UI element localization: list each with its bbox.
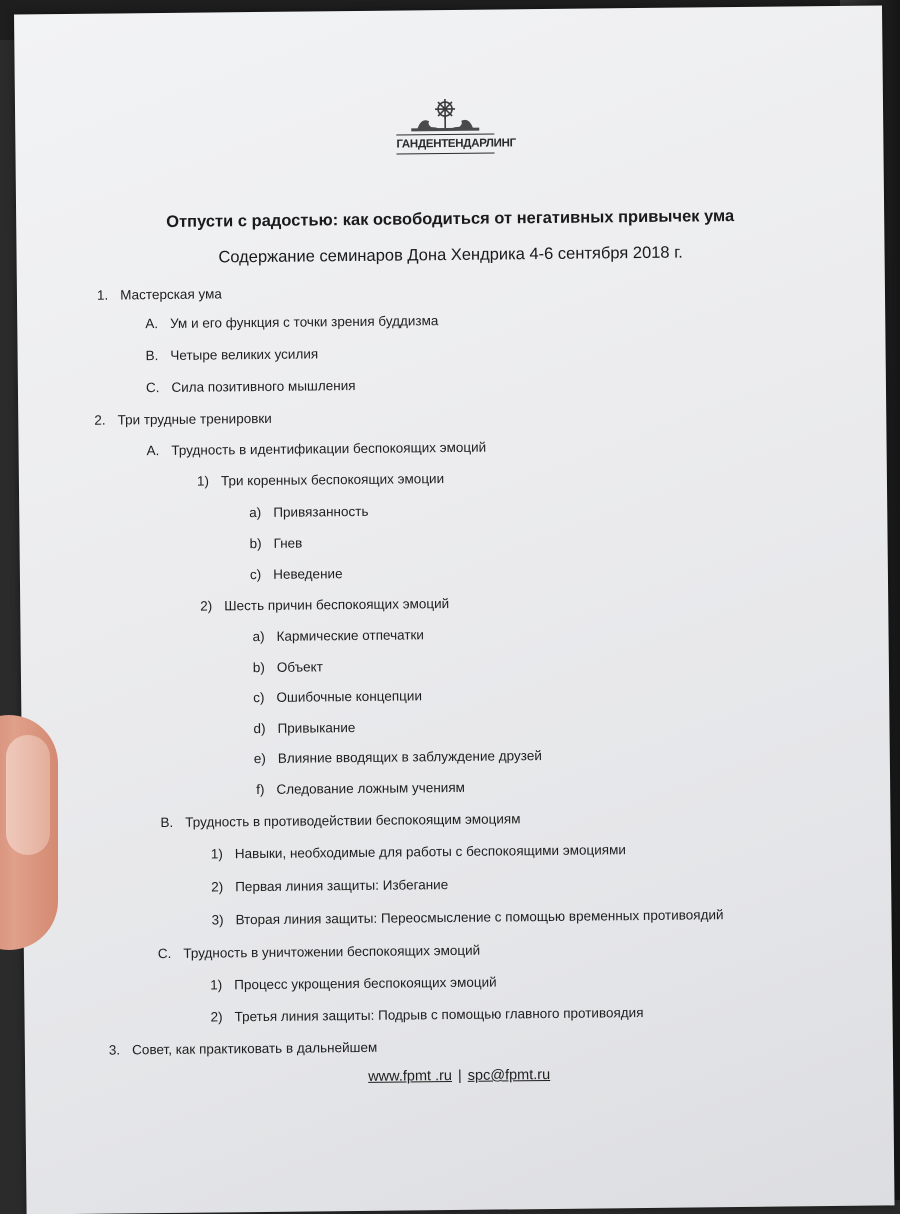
outline-item bbox=[147, 440, 487, 459]
outline-text: Три трудные тренировки bbox=[117, 411, 271, 428]
outline-text: Привязанность bbox=[273, 504, 368, 520]
outline-item bbox=[211, 907, 723, 927]
outline-item bbox=[158, 943, 480, 961]
outline-item bbox=[197, 471, 444, 489]
fingernail bbox=[6, 735, 50, 855]
outline-text: Три коренных беспокоящих эмоции bbox=[221, 471, 444, 488]
outline-number: 2) bbox=[200, 599, 212, 614]
outline-text: Сила позитивного мышления bbox=[171, 378, 355, 395]
logo-text: ГАНДЕНТЕНДАРЛИНГ bbox=[396, 134, 494, 155]
outline-item bbox=[210, 975, 497, 993]
outline-text: Третья линия защиты: Подрыв с помощью главного противоядия bbox=[234, 1005, 643, 1024]
footer-contacts bbox=[25, 1063, 893, 1088]
outline-number: a) bbox=[249, 505, 261, 520]
outline-text: Шесть причин беспокоящих эмоций bbox=[224, 596, 449, 613]
outline-text: Четыре великих усилия bbox=[170, 346, 318, 363]
outline-item bbox=[249, 504, 368, 520]
outline-item bbox=[252, 627, 424, 644]
outline-item bbox=[94, 411, 272, 428]
outline-text: Следование ложным учениям bbox=[276, 780, 465, 797]
outline-number: d) bbox=[253, 721, 265, 736]
outline-number: 2) bbox=[210, 1009, 222, 1024]
outline-number: f) bbox=[256, 782, 264, 797]
outline-item bbox=[254, 748, 542, 766]
outline-item bbox=[145, 313, 438, 331]
outline-item bbox=[253, 720, 355, 736]
outline-text: Гнев bbox=[274, 536, 303, 551]
outline-number: 1) bbox=[210, 977, 222, 992]
outline-item bbox=[109, 1040, 378, 1058]
outline-number: B. bbox=[146, 348, 159, 363]
outline-number: e) bbox=[254, 751, 266, 766]
document-subtitle: Содержание семинаров Дона Хендрика 4-6 сентября 2018 г. bbox=[16, 241, 884, 269]
outline-number: 1) bbox=[197, 474, 209, 489]
document-title: Отпусти с радостью: как освободиться от негативных привычек ума bbox=[16, 205, 884, 233]
outline-number: C. bbox=[146, 380, 160, 395]
outline-text: Ошибочные концепции bbox=[276, 688, 422, 705]
outline-text: Первая линия защиты: Избегание bbox=[235, 877, 448, 894]
outline-number: b) bbox=[253, 660, 265, 675]
outline-number: A. bbox=[147, 443, 160, 458]
outline-text: Трудность в идентификации беспокоящих эмоций bbox=[171, 440, 486, 458]
outline-item bbox=[253, 659, 323, 675]
outline-number: a) bbox=[252, 629, 264, 644]
outline-text: Навыки, необходимые для работы с беспокоящими эмоциями bbox=[235, 842, 626, 861]
outline-text: Неведение bbox=[273, 566, 343, 582]
outline-item bbox=[200, 596, 449, 614]
outline-item bbox=[160, 811, 520, 830]
outline-text: Привыкание bbox=[277, 720, 355, 736]
outline-number: A. bbox=[145, 316, 158, 331]
paper-sheet bbox=[14, 5, 895, 1214]
outline-number: 1. bbox=[97, 288, 108, 303]
outline-item bbox=[210, 1005, 643, 1025]
outline-item bbox=[250, 566, 343, 582]
outline-number: c) bbox=[250, 567, 261, 582]
outline-text: Кармические отпечатки bbox=[276, 627, 423, 644]
outline-item bbox=[97, 286, 222, 302]
website-link[interactable]: www.fpmt .ru bbox=[368, 1068, 452, 1085]
outline-text: Объект bbox=[277, 659, 323, 674]
outline-number: 3) bbox=[211, 912, 223, 927]
outline-text: Процесс укрощения беспокоящих эмоций bbox=[234, 975, 497, 993]
outline-text: Влияние вводящих в заблуждение друзей bbox=[278, 748, 542, 766]
outline-item bbox=[256, 780, 465, 797]
outline-number: 2. bbox=[94, 413, 105, 428]
outline-item bbox=[253, 688, 422, 705]
email-link[interactable]: spc@fpmt.ru bbox=[468, 1067, 551, 1084]
outline-number: B. bbox=[160, 815, 173, 830]
outline-number: c) bbox=[253, 690, 264, 705]
outline-text: Вторая линия защиты: Переосмысление с помощью временных противоядий bbox=[235, 907, 723, 927]
outline-item bbox=[211, 842, 626, 861]
footer-separator: | bbox=[458, 1068, 462, 1084]
outline-item bbox=[146, 346, 319, 363]
outline-item bbox=[146, 378, 356, 395]
outline-item bbox=[249, 536, 302, 552]
outline-text: Совет, как практиковать в дальнейшем bbox=[132, 1040, 377, 1058]
outline-number: b) bbox=[249, 536, 261, 551]
outline-text: Трудность в противодействии беспокоящим эмоциям bbox=[185, 811, 520, 830]
outline-text: Ум и его функция с точки зрения буддизма bbox=[170, 313, 438, 331]
outline-text: Мастерская ума bbox=[120, 286, 222, 302]
outline-number: 3. bbox=[109, 1042, 120, 1057]
outline-number: C. bbox=[158, 946, 172, 961]
outline-number: 2) bbox=[211, 879, 223, 894]
outline-item bbox=[211, 877, 448, 894]
outline-text: Трудность в уничтожении беспокоящих эмоций bbox=[183, 943, 480, 961]
outline-number: 1) bbox=[211, 846, 223, 861]
